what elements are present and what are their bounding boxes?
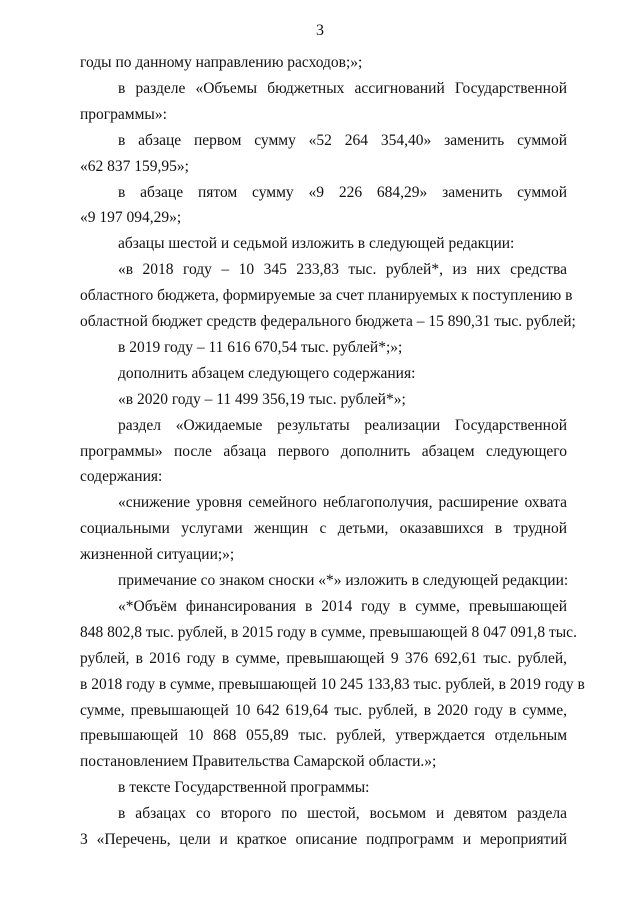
text-line: «*Объём финансирования в 2014 году в сумме, превышающей: [118, 597, 567, 615]
text-line: областного бюджета, формируемые за счет планируемых к поступлению в: [80, 287, 573, 305]
text-line: программы» после абзаца первого дополнить абзацем следующего: [80, 442, 567, 460]
text-line: в абзаце пятом сумму «9 226 684,29» заменить суммой: [118, 183, 567, 201]
text-line: жизненной ситуации;»;: [80, 546, 235, 564]
text-line: примечание со знаком сноски «*» изложить в следующей редакции:: [118, 572, 569, 589]
text-line: «9 197 094,29»;: [80, 209, 182, 227]
text-line: раздел «Ожидаемые результаты реализации Государственной: [118, 416, 567, 434]
text-line: 848 802,8 тыс. рублей, в 2015 году в сумме, превышающей 8 047 091,8 тыс.: [80, 623, 577, 641]
text-line: годы по данному направлению расходов;»;: [80, 54, 363, 71]
text-line: постановлением Правительства Самарской области.»;: [80, 753, 437, 771]
text-line: рублей, в 2016 году в сумме, превышающей 9 376 692,61 тыс. рублей,: [80, 649, 567, 667]
text-line: «в 2020 году – 11 499 356,19 тыс. рублей*»;: [118, 390, 406, 408]
text-line: в абзацах со второго по шестой, восьмом и девятом раздела: [118, 805, 567, 823]
text-line: сумме, превышающей 10 642 619,64 тыс. рублей, в 2020 году в сумме,: [80, 701, 567, 719]
text-line: абзацы шестой и седьмой изложить в следующей редакции:: [118, 235, 515, 253]
text-line: в 2019 году – 11 616 670,54 тыс. рублей*;»;: [118, 338, 403, 356]
text-line: «в 2018 году – 10 345 233,83 тыс. рублей*, из них средства: [118, 261, 567, 279]
text-line: превышающей 10 868 055,89 тыс. рублей, утверждается отдельным: [80, 727, 567, 745]
text-line: «62 837 159,95»;: [80, 157, 189, 175]
page-number: 3: [316, 22, 324, 39]
text-line: программы»:: [80, 105, 167, 123]
text-line: в 2018 году в сумме, превышающей 10 245 133,83 тыс. рублей, в 2019 году в: [80, 675, 585, 693]
text-line: дополнить абзацем следующего содержания:: [118, 364, 416, 382]
text-line: в тексте Государственной программы:: [118, 779, 370, 797]
text-line: 3 «Перечень, цели и краткое описание подпрограмм и мероприятий: [80, 831, 567, 848]
text-line: в абзаце первом сумму «52 264 354,40» заменить суммой: [118, 131, 567, 149]
text-line: областной бюджет средств федерального бюджета – 15 890,31 тыс. рублей;: [80, 313, 576, 330]
text-line: в разделе «Объемы бюджетных ассигнований Государственной: [118, 79, 567, 97]
text-line: «снижение уровня семейного неблагополучия, расширение охвата: [118, 494, 567, 512]
text-line: социальными услугами женщин с детьми, оказавшихся в трудной: [80, 520, 567, 538]
text-line: содержания:: [80, 468, 163, 486]
